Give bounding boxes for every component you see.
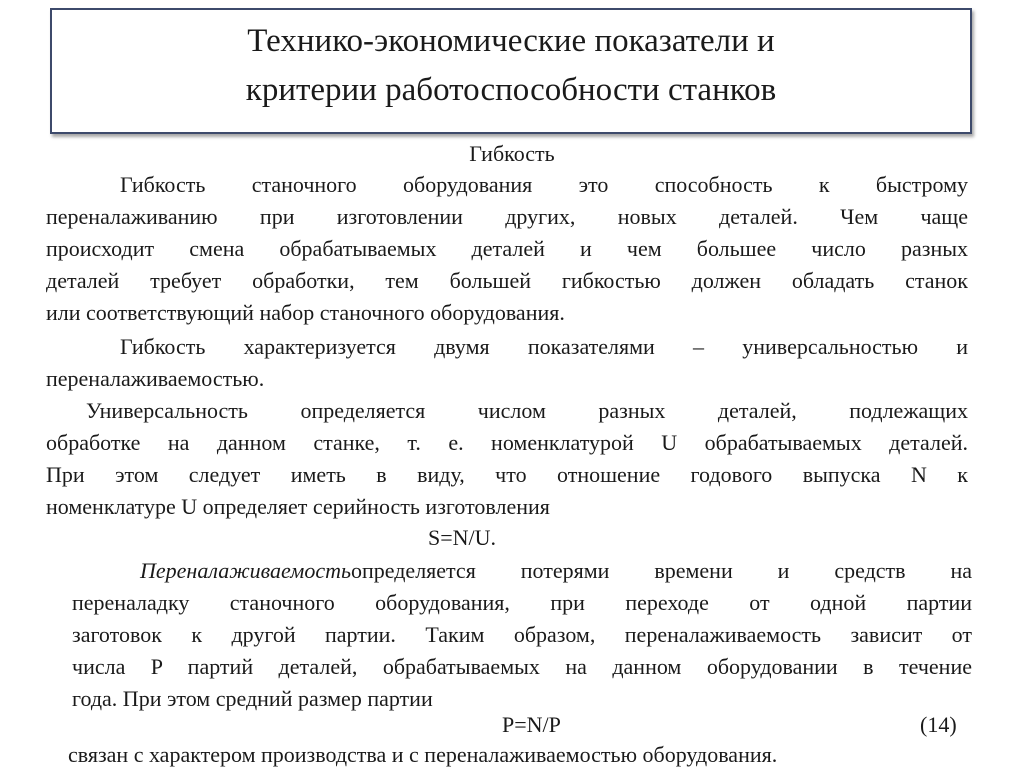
- term-italic: Переналаживаемость: [140, 558, 351, 583]
- paragraph-line: переналаживаемостью.: [46, 366, 265, 391]
- formula: P=N/P: [502, 712, 561, 737]
- paragraph-line: переналаживанию при изготовлении других, новых деталей. Чем чаще: [46, 204, 968, 229]
- paragraph-line: деталей требует обработки, тем большей гибкостью должен обладать станок: [46, 268, 968, 293]
- formula-number: (14): [920, 712, 957, 737]
- paragraph-line: обработке на данном станке, т. е. номенклатурой U обрабатываемых деталей.: [46, 430, 968, 455]
- section-heading: Гибкость: [469, 141, 555, 166]
- paragraph-line: связан с характером производства и с переналаживаемостью оборудования.: [68, 742, 778, 767]
- paragraph-line: [140, 556, 972, 586]
- paragraph-line-rest: определяется потерями времени и средств на: [350, 558, 972, 583]
- slide-title-line-1: Технико-экономические показатели и: [247, 23, 775, 59]
- formula: S=N/U.: [428, 525, 497, 550]
- paragraph-line: происходит смена обрабатываемых деталей и чем большее число разных: [46, 236, 968, 261]
- paragraph-line: При этом следует иметь в виду, что отношение годового выпуска N к: [46, 462, 968, 487]
- paragraph-line: числа P партий деталей, обрабатываемых на данном оборудовании в течение: [72, 654, 972, 679]
- paragraph-line: номенклатуре U определяет серийность изготовления: [46, 494, 550, 519]
- paragraph-line: или соответствующий набор станочного оборудования.: [46, 300, 565, 325]
- paragraph-line: Гибкость характеризуется двумя показателями – универсальностью и: [120, 334, 968, 359]
- paragraph-line: Универсальность определяется числом разных деталей, подлежащих: [86, 398, 968, 423]
- slide-title-line-2: критерии работоспособности станков: [245, 72, 777, 108]
- paragraph-line: переналадку станочного оборудования, при переходе от одной партии: [72, 590, 972, 615]
- paragraph-line: года. При этом средний размер партии: [72, 686, 433, 711]
- paragraph-line: Гибкость станочного оборудования это способность к быстрому: [120, 172, 968, 197]
- paragraph-line: заготовок к другой партии. Таким образом, переналаживаемость зависит от: [72, 622, 972, 647]
- title-box: [50, 8, 972, 134]
